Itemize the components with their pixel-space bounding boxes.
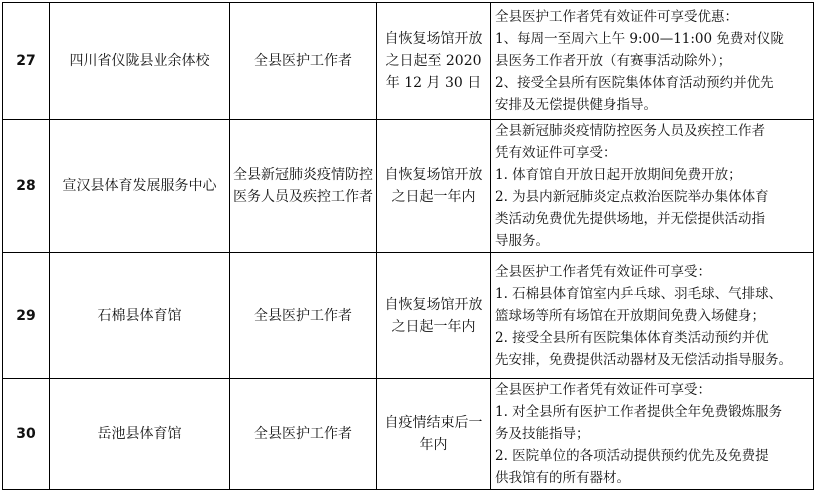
venue-name: 岳池县体育馆 (50, 379, 230, 490)
target-group: 全县医护工作者 (230, 379, 377, 490)
table-row (3, 3, 814, 120)
venue-name: 四川省仪陇县业余体校 (50, 3, 230, 120)
valid-period: 自恢复场馆开放之日起一年内 (377, 120, 491, 253)
valid-period: 自恢复场馆开放之日起至 2020 年 12 月 30 日 (377, 3, 491, 120)
description-line: 类活动免费优先提供场地，并无偿提供活动指 (495, 211, 765, 227)
description-line: 2. 为县内新冠肺炎定点救治医院举办集体体育 (495, 189, 769, 205)
venue-name: 宣汉县体育发展服务中心 (50, 120, 230, 253)
description-line: 安排及无偿提供健身指导。 (495, 97, 657, 113)
description-line: 2、接受全县所有医院集体体育活动预约并优先 (495, 75, 774, 91)
venue-name: 石棉县体育馆 (50, 253, 230, 379)
benefit-description (491, 253, 814, 379)
description-line: 1. 体育馆自开放日起开放期间免费开放； (495, 167, 742, 183)
description-line: 全县医护工作者凭有效证件可享受： (495, 382, 711, 398)
description-line: 导服务。 (495, 233, 549, 249)
benefit-description (491, 120, 814, 253)
row-number: 30 (3, 379, 50, 490)
target-group: 全县医护工作者 (230, 253, 377, 379)
benefit-description (491, 3, 814, 120)
row-number: 28 (3, 120, 50, 253)
description-line: 先安排，免费提供活动器材及无偿活动指导服务。 (495, 351, 792, 368)
valid-period: 自恢复场馆开放之日起一年内 (377, 253, 491, 379)
table-row (3, 253, 814, 379)
description-line: 县医务工作者开放（有赛事活动除外）； (495, 53, 732, 69)
description-line: 2. 接受全县所有医院集体体育类活动预约并优 (495, 329, 769, 346)
valid-period: 自疫情结束后一年内 (377, 379, 491, 490)
target-group: 全县医护工作者 (230, 3, 377, 120)
description-line: 全县医护工作者凭有效证件可享受： (495, 263, 711, 280)
description-line: 供我馆有的所有器材。 (495, 470, 630, 486)
row-number: 29 (3, 253, 50, 379)
description-line: 篮球场等所有场馆在开放期间免费入场健身； (495, 307, 765, 324)
description-line: 全县医护工作者凭有效证件可享受优惠： (495, 9, 738, 25)
description-line: 务及技能指导； (495, 426, 590, 442)
benefit-description (491, 379, 814, 490)
description-line: 1. 石棉县体育馆室内乒乓球、羽毛球、气排球、 (495, 285, 783, 302)
table-row (3, 120, 814, 253)
description-line: 全县新冠肺炎疫情防控医务人员及疾控工作者 (495, 123, 765, 139)
benefits-table (2, 2, 814, 490)
target-group: 全县新冠肺炎疫情防控医务人员及疾控工作者 (230, 120, 377, 253)
description-line: 凭有效证件可享受： (495, 145, 617, 161)
description-line: 1、每周一至周六上午 9:00—11:00 免费对仪陇 (495, 31, 784, 47)
row-number: 27 (3, 3, 50, 120)
description-line: 2. 医院单位的各项活动提供预约优先及免费提 (495, 448, 769, 464)
table-row (3, 379, 814, 490)
description-line: 1. 对全县所有医护工作者提供全年免费锻炼服务 (495, 404, 783, 420)
